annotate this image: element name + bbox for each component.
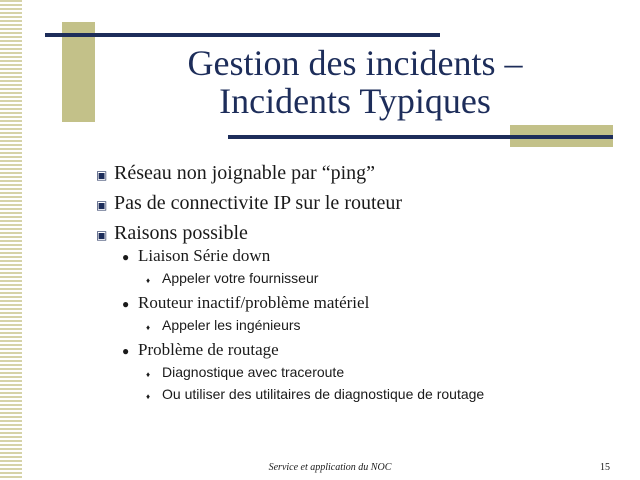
slide-title-line-1: Gestion des incidents – [187,43,523,83]
action-item [146,361,622,383]
olive-accent-block-top [62,22,95,122]
bullet-text: Raisons possible [114,222,248,244]
navy-rule-top [45,33,440,37]
action-text: Appeler les ingénieurs [162,317,301,333]
action-text: Appeler votre fournisseur [162,270,319,286]
action-text: Ou utiliser des utilitaires de diagnostique de routage [162,386,485,402]
main-bullet-list [96,158,616,248]
bullet-text: Réseau non joignable par “ping” [114,162,376,184]
action-text: Diagnostique avec traceroute [162,364,345,380]
round-bullet-icon: ● [122,297,130,311]
bullet-item [96,158,616,188]
diamond-bullet-icon: ♦ [146,370,151,379]
action-item [146,267,622,289]
action-item [146,383,622,405]
footer-caption: Service et application du NOC [268,462,392,473]
reason-label: Liaison Série down [138,246,271,265]
diamond-bullet-icon: ♦ [146,323,151,332]
page-number: 15 [600,462,610,473]
reason-group [122,291,622,336]
reasons-list [122,244,622,407]
action-item [146,314,622,336]
slide-title-line-2: Incidents Typiques [219,81,491,121]
square-bullet-icon: ▣ [96,168,108,182]
round-bullet-icon: ● [122,250,130,264]
square-bullet-icon: ▣ [96,198,108,212]
diamond-bullet-icon: ♦ [146,392,151,401]
navy-rule-bottom [228,135,613,139]
reason-item [122,338,622,361]
slide-title [100,44,610,120]
diamond-bullet-icon: ♦ [146,276,151,285]
reason-item [122,244,622,267]
square-bullet-icon: ▣ [96,228,108,242]
bullet-text: Pas de connectivite IP sur le routeur [114,192,403,214]
reason-item [122,291,622,314]
reason-label: Problème de routage [138,340,279,359]
reason-group [122,244,622,289]
round-bullet-icon: ● [122,344,130,358]
reason-group [122,338,622,405]
bullet-item [96,188,616,218]
reason-label: Routeur inactif/problème matériel [138,293,370,312]
left-stripe-decoration [0,0,22,480]
